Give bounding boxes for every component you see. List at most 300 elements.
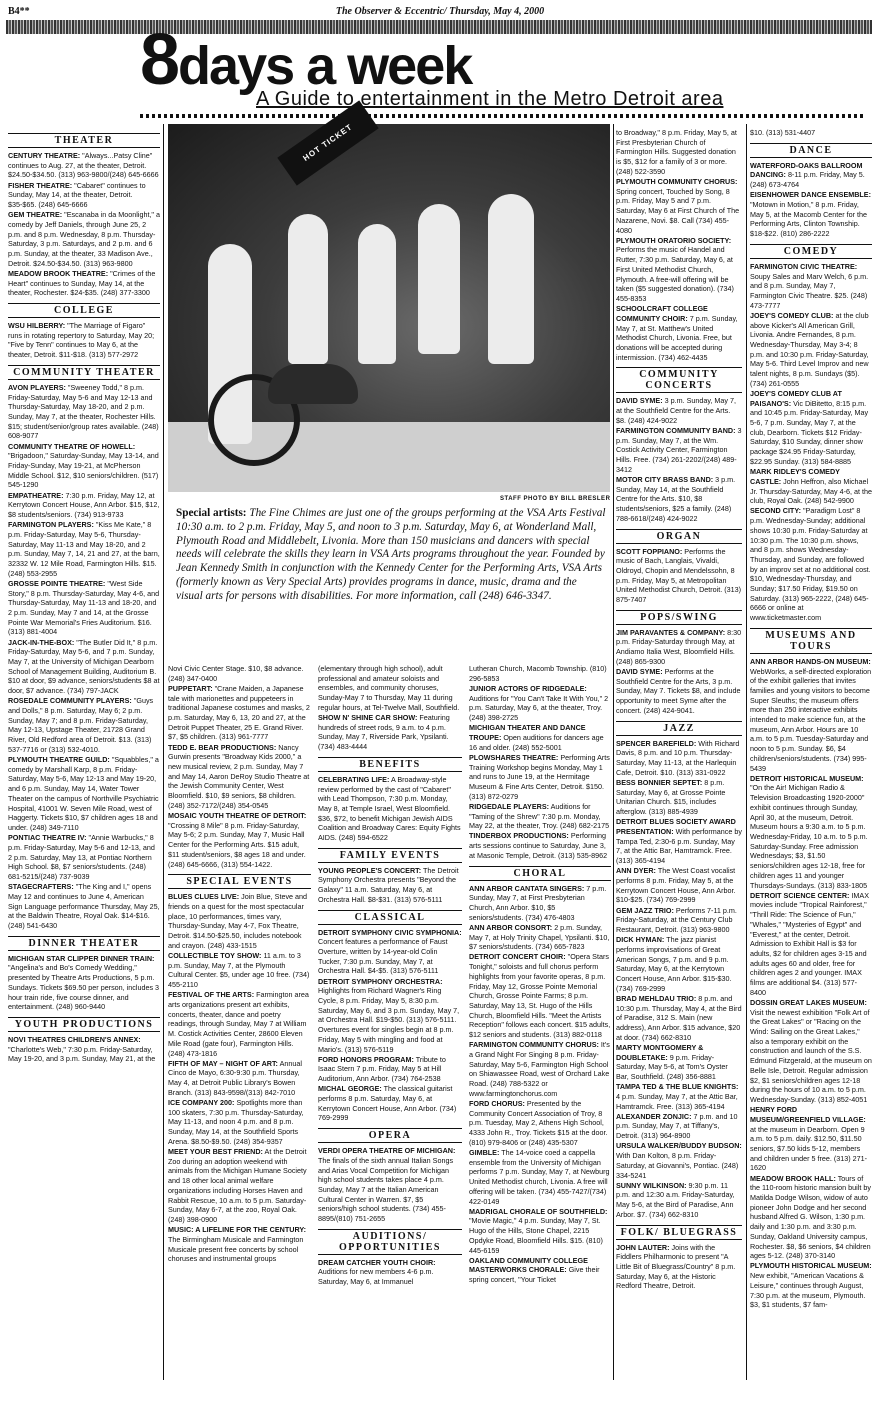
listing-text: Spring concert, Touched by Song, 8 p.m. Friday, May 5 and 7 p.m. Saturday, May 6 at First Church of The Nazarene, Novi. $8. Call (734) 455-4080 <box>616 186 740 235</box>
listing-text: With Richard Davis, 8 p.m. and 10 p.m. Thursday-Saturday, May 11-13, at the Harlequin Cafe, Detroit. $10. (313) 331-0922 <box>616 738 740 777</box>
listing-entry <box>616 1181 742 1220</box>
listing-entry <box>469 884 611 923</box>
listing-entry <box>750 998 872 1105</box>
photo-figure <box>488 194 534 364</box>
listing-entry <box>750 467 872 506</box>
listing-text: 8:30 p.m. Friday-Saturday through May, at Andiamo Italia West, Bloomfield Hills. (248) 865-9300 <box>616 627 742 666</box>
listing-text: 3 p.m. Sunday, May 7, at the Southfield Centre for the Arts. $8. (248) 424-9022 <box>616 396 736 425</box>
listing-text: "On the Air! Michigan Radio & Television Broadcasting 1920-2000" exhibit continues through Sunday, April 30, at the museum, Detroit. Museum hours a 9:30 a.m. to 5 p.m. Wednesday-Friday, 10 a.m. to 5 p.m. Saturday-Sunday. Free admission Wednesdays; $3, $1.50 seniors/children ages 12-18, free for children ages 11 and younger Thursdays-Sundays. (313) 833-1805 <box>750 783 868 890</box>
listing-name: ANN ARBOR CONSORT: <box>469 922 553 932</box>
listing-name: GROSSE POINTE THEATRE: <box>8 578 106 588</box>
listing-entry <box>469 831 611 860</box>
listing-name: TINDERBOX PRODUCTIONS: <box>469 831 569 841</box>
listing-entry <box>750 389 872 467</box>
listing-name: CELEBRATING LIFE: <box>318 774 390 784</box>
listing-entry <box>616 426 742 475</box>
listing-entry <box>616 667 742 716</box>
listing-name: STAGECRAFTERS: <box>8 882 74 892</box>
section-heading: FAMILY EVENTS <box>318 848 462 863</box>
listing-entry <box>469 952 611 1039</box>
listing-entry <box>616 396 742 425</box>
listing-entry <box>616 236 742 304</box>
listing-entry <box>616 1082 742 1111</box>
listing-text: Presented by the Community Concert Association of Troy, 8 p.m. Tuesday, May 2, Athens High School, 4333 John R., Troy. Tickets $15 at the door. (810) 979-8406 or (248) 435-5307 <box>469 1099 608 1147</box>
listing-text: 8 p.m. Saturday, May 6, at Grosse Pointe Unitarian Church. $15, includes afterglow. (313) 885-4939 <box>616 777 726 816</box>
listing-text: Give their spring concert, "Your Ticket <box>469 1265 600 1285</box>
listing-entry <box>616 906 742 935</box>
listing-name: ANN DYER: <box>616 866 656 876</box>
listing-text: "Escanaba in da Moonlight," a comedy by Jeff Daniels, through June 25, 2 p.m. and 8 p.m. Wednesday, 8 p.m. Thursday-Saturday, 3 p.m. Saturdays, and 2 p.m. and 6 p.m. Sunday, at the theater, 33 Madison Ave., Detroit. $24.50-$34.50. (313) 963-9800 <box>8 210 160 268</box>
listing-name: ANN ARBOR HANDS-ON MUSEUM: <box>750 656 871 666</box>
listing-entry <box>469 1099 611 1148</box>
listing-entry <box>168 684 311 742</box>
listing-text: Visit the newest exhibition "Folk Art of the Great Lakes" or "Racing on the Wind: Sailing on the Great Lakes," also a temporary exhibit on the construction and launch of the S.S. Edmund Fitzgerald, at the museum on Belle Isle, Detroit. Regular admission $2, $1 seniors/children ages 12-18 during the hours of 10 a.m. to 5 p.m. Wednesday-Sunday. (313) 852-4051 <box>750 1007 872 1104</box>
listing-entry <box>318 775 462 843</box>
listing-name: CENTURY THEATRE: <box>8 151 81 160</box>
listing-entry <box>168 1225 311 1264</box>
photo-credit: STAFF PHOTO BY BILL BRESLER <box>500 496 611 502</box>
listing-text: Auditions for "Taming of the Shrew" 7:30 p.m. Monday, May 22, at the theater, Troy. (248) 682-2175 <box>469 801 610 831</box>
listing-name: DETROIT SCIENCE CENTER: <box>750 890 850 900</box>
listing-entry <box>750 891 872 998</box>
photo-figure <box>358 224 396 364</box>
section-heading: THEATER <box>8 133 160 148</box>
listing-text: Concert features a performance of Faust Overture, written by 14-year-old Colin Tucker, 7:30 p.m. Sunday, May 7, at Orchestra Hall. $4-$5. (313) 576-5111 <box>318 937 448 976</box>
section-heading: SPECIAL EVENTS <box>168 874 311 889</box>
listing-entry <box>750 161 872 190</box>
listing-entry <box>469 1148 611 1206</box>
listing-text: Soupy Sales and Marv Welch, 6 p.m. and 8 p.m. Sunday, May 7, Farmington Civic Theatre. $25. (248) 473-7777 <box>750 271 869 310</box>
listing-text: Lutheran Church, Macomb Township. (810) 296-5853 <box>469 664 607 683</box>
listing-name: FARMINGTON PLAYERS: <box>8 520 94 530</box>
listing-entry <box>616 866 742 905</box>
section-heading: MUSEUMS AND TOURS <box>750 628 872 654</box>
listing-entry <box>469 802 611 831</box>
listing-text: at the club above Kicker's All American Grill, Livonia. Andre Fernandes, 8 p.m. Wednesday-Thursday, May 3-4; 8 p.m. and 10:30 p.m. Friday-Saturday, May 5-6. Third Level Improv and new talent nights, 8 p.m. Sundays ($5). (734) 261-0555 <box>750 310 869 388</box>
caption-text: The Fine Chimes are just one of the groups performing at the VSA Arts Festival 10:30 a.m. to 2 p.m. Friday, May 5, and noon to 3 p.m. Saturday, May 6, at Wonderland Mall, Plymouth Road and Middlebelt, Livonia. More than 150 musicians and dancers with special needs will celebrate the skills they learn in VSA Arts programs throughout the year. Founded by Jean Kennedy Smith in conjunction with the Kennedy Center for the Performing Arts, VSA Arts (formerly known as Very Special Arts) provides programs in dance, music, drama and the visual arts for persons with disabilities. For more information, call (248) 646-3347. <box>176 507 606 602</box>
listing-name: TAMPA TED & THE BLUE KNIGHTS: <box>616 1082 739 1092</box>
listing-name: PLYMOUTH COMMUNITY CHORUS: <box>616 177 738 187</box>
listing-name: AVON PLAYERS: <box>8 382 66 392</box>
listing-entry <box>616 547 742 605</box>
listing-name: FARMINGTON COMMUNITY BAND: <box>616 425 736 435</box>
listing-name: MARTY MONTGOMERY & DOUBLETAKE: <box>616 1042 704 1062</box>
listing-name: SCHOOLCRAFT COLLEGE COMMUNITY CHOIR: <box>616 304 708 323</box>
title-number: 8 <box>140 20 179 100</box>
listing-text: "Crimes of the Heart" continues to Sunday, May 14, at the theater, Rochester. $24-$35. (248) 377-3300 <box>8 268 156 298</box>
section-heading: POPS/SWING <box>616 610 742 625</box>
listing-entry <box>168 1147 311 1225</box>
listing-entry <box>469 1040 611 1098</box>
listing-text: "Angelina's and Bo's Comedy Wedding," presented by Theatre Arts Productions, 5 p.m. Sundays. Tickets $69.50 per person, includes 3 hour train ride, five course dinner, and entertainment. (248) 960-9440 <box>8 963 160 1012</box>
listing-text: Tours of the 110-room historic mansion built by Matilda Dodge Wilson, widow of auto pioneer John Dodge and her second husband Alfred G. Wilson, 1:30 p.m. daily and 1:30 p.m. and 3:30 p.m. Sunday, Oakland University campus, Rochester. $8, $6 seniors, $4 children ages 5-12. (248) 370-3140 <box>750 1173 871 1261</box>
listing-entry <box>469 664 611 683</box>
listing-name: ROSEDALE COMMUNITY PLAYERS: <box>8 696 132 706</box>
listing-name: FORD CHORUS: <box>469 1099 525 1109</box>
listing-name: VERDI OPERA THEATRE OF MICHIGAN: <box>318 1146 456 1156</box>
listing-name: MOSAIC YOUTH THEATRE OF DETROIT: <box>168 811 307 821</box>
listing-entry <box>469 753 611 802</box>
listing-entry <box>750 774 872 890</box>
listing-name: JUNIOR ACTORS OF RIDGEDALE: <box>469 683 587 693</box>
listing-name: PUPPETART: <box>168 683 213 693</box>
page-header <box>8 6 872 18</box>
listing-name: DICK HYMAN: <box>616 935 665 945</box>
page-number: B4** <box>8 6 30 17</box>
section-heading: BENEFITS <box>318 757 462 772</box>
listing-name: SHOW N' SHINE CAR SHOW: <box>318 713 418 723</box>
listing-name: DETROIT CONCERT CHOIR: <box>469 952 566 962</box>
title-words: days a week <box>178 36 472 96</box>
listing-text: The West Coast vocalist performs 8 p.m. Friday, May 5, at the Kerrytown Concert House, Ann Arbor. $10-$25. (734) 769-2999 <box>616 866 736 905</box>
listing-name: HENRY FORD MUSEUM/GREENFIELD VILLAGE: <box>750 1105 866 1124</box>
listing-text: "West Side Story," 8 p.m. Thursday-Saturday, May 4-6, and Thursday-Saturday, May 11-13 and 18-20, and 2 p.m. Sunday, May 7 and 14, at the Grosse Pointe War Memorial's Fries Auditorium. $16. (313) 881-4004 <box>8 578 160 637</box>
photo-figure <box>418 204 460 354</box>
listing-name: GEM THEATRE: <box>8 210 63 220</box>
listing-text: 8 p.m. and 10:30 p.m. Thursday, May 4, at the Bird of Paradise, 312 S. Main (new address), Ann Arbor. $15 advance, $20 at door. (734) 662-8310 <box>616 993 742 1042</box>
listing-text: Auditions for "You Can't Take It With You," 2 p.m. Saturday, May 6, at the theater, Troy. (248) 398-2725 <box>469 693 609 723</box>
listing-name: COLLECTIBLE TOY SHOW: <box>168 950 262 960</box>
listing-entry <box>616 739 742 778</box>
listing-entry <box>616 778 742 817</box>
listing-name: BRAD MEHLDAU TRIO: <box>616 993 697 1003</box>
column-rule <box>613 124 614 1380</box>
listing-text: "Sweeney Todd," 8 p.m. Friday-Saturday, May 5-6 and May 12-13 and Thursday-Saturday, May 18-20, and 2 p.m. Sunday, May 7, at the theater, Rochester Hills. $15; student/senior/group rates available. (248) 608-9077 <box>8 382 159 441</box>
listing-text: 9 p.m. Friday-Saturday, May 5-6, at Tom's Oyster Bar, Southfield. (248) 356-8881 <box>616 1052 728 1081</box>
column-5 <box>616 128 742 1378</box>
column-6 <box>750 128 872 1378</box>
listing-text: Vic DiBitetto, 8:15 p.m. and 10:45 p.m. Friday-Saturday, May 5-6, 7 p.m. Sunday, May 7, at the club, Dearborn. Tickets $12 Friday-Saturday, $10 Sunday, dinner show package $24.95 Friday-Saturday, $22.95 Sunday. (313) 584-8885 <box>750 398 869 466</box>
listing-entry <box>8 151 160 180</box>
listing-name: WSU HILBERRY: <box>8 321 66 331</box>
listing-name: ALEXANDER ZONJIC: <box>616 1111 692 1121</box>
listing-name: MEET YOUR BEST FRIEND: <box>168 1147 263 1157</box>
listing-entry <box>168 990 311 1058</box>
listing-name: FORD HONORS PROGRAM: <box>318 1054 414 1064</box>
listing-name: DAVID SYME: <box>616 667 663 677</box>
listing-entry <box>750 311 872 389</box>
listing-entry <box>8 269 160 298</box>
listing-entry <box>750 262 872 311</box>
listing-text: "Charlotte's Web," 7:30 p.m. Friday-Saturday, May 19-20, and 3 p.m. Sunday, May 21, at the <box>8 1044 156 1064</box>
section-heading: OPERA <box>318 1128 462 1143</box>
listing-name: EISENHOWER DANCE ENSEMBLE: <box>750 190 871 200</box>
listing-entry <box>168 811 311 869</box>
listing-entry <box>8 520 160 578</box>
listing-name: FESTIVAL OF THE ARTS: <box>168 990 255 1000</box>
listing-text: It's a Grand Night For Singing 8 p.m. Friday-Saturday, May 5-6, Farmington High School on Shiawassee Road, west of Orchard Lake Road. (248) 788-5322 or www.farmingtonchorus.com <box>469 1040 610 1098</box>
publication-line: The Observer & Eccentric/ Thursday, May 4, 2000 <box>335 6 545 17</box>
listing-entry <box>616 994 742 1043</box>
listing-name: JACK-IN-THE-BOX: <box>8 637 75 647</box>
section-heading: COMMUNITY THEATER <box>8 365 160 380</box>
dotted-rule <box>140 114 865 118</box>
listing-entry <box>8 321 160 360</box>
listing-name: BLUES CLUES LIVE: <box>168 892 240 902</box>
listing-name: BESS BONNIER SEPTET: <box>616 777 703 787</box>
listing-text: Performing Arts Training Workshop begins Monday, May 1 and runs to June 19, at the Hermitage Museum & Fine Arts Center, Detroit. $150. (313) 872-0279 <box>469 752 610 801</box>
listing-name: SCOTT FOPPIANO: <box>616 546 683 556</box>
listing-text: "Opera Stars Tonight," soloists and full chorus perform highlights from your favorite operas, 8 p.m. Friday, May 12, Grosse Pointe Memorial Church, Grosse Pointe Farms; 8 p.m. Saturday, May 13, St. Hugo of the Hills Church, Bloomfield Hills. "Meet the Artists Reception" follows each concert. $15 adults, $12 seniors and students. (313) 882-0118 <box>469 952 611 1040</box>
listing-text: to Broadway," 8 p.m. Friday, May 5, at First Presbyterian Church of Farmington Hills. Suggested donation is $5, $12 for a family of 3 or more. (248) 522-3590 <box>616 128 737 176</box>
listing-entry <box>8 210 160 268</box>
listing-name: YOUNG PEOPLE'S CONCERT: <box>318 865 422 875</box>
section-subtitle: A Guide to entertainment in the Metro Detroit area <box>256 88 724 110</box>
listing-entry <box>318 1258 462 1287</box>
listing-entry <box>616 817 742 866</box>
section-heading: CLASSICAL <box>318 910 462 925</box>
listing-entry <box>318 713 462 752</box>
listing-text: Performing arts sessions continue to Saturday, June 3, at Masonic Temple, Detroit. (313) 535-8962 <box>469 831 608 860</box>
listing-name: DETROIT HISTORICAL MUSEUM: <box>750 773 864 783</box>
listing-text: 3 p.m. Sunday, May 7, at the Wm. Costick Activity Center, Farmington Hills. Free. (734) 261-2202/(248) 489-3412 <box>616 425 742 474</box>
listing-text: Performs 7-11 p.m. Friday-Saturday, at the Century Club Restaurant, Detroit. (313) 963-9800 <box>616 905 737 934</box>
listing-entry <box>168 951 311 990</box>
listing-entry <box>469 923 611 952</box>
listing-entry <box>318 1055 462 1084</box>
column-rule <box>746 124 747 1380</box>
listing-name: URSULA WALKER/BUDDY BUDSON: <box>616 1141 742 1151</box>
listing-text: 4 p.m. Sunday, May 7, at the Attic Bar, Hamtramck. Free. (313) 365-4194 <box>616 1091 738 1111</box>
listing-text: A Broadway-style review performed by the cast of "Cabaret" with Lead Thompson, 7:30 p.m. Monday, May 8, at Temple Israel, West Bloomfield. $36, $72, to benefit Michigan Jewish AIDS Coalition and Broadway Cares: Equity Fights AIDS. (248) 594-6522 <box>318 774 461 843</box>
listing-text: Tribute to Isaac Stern 7 p.m. Friday, May 5 at Hill Auditorium, Ann Arbor. (734) 764-2538 <box>318 1054 446 1084</box>
listing-text: 8-11 p.m. Friday, May 5. (248) 673-4764 <box>750 170 865 190</box>
listing-name: JOHN LAUTER: <box>616 1242 670 1252</box>
listing-name: JOEY'S COMEDY CLUB AT PAISANO'S: <box>750 388 842 408</box>
listing-entry <box>750 128 872 138</box>
section-heading: ORGAN <box>616 529 742 544</box>
listing-text: Spotlights more than 100 skaters, 7:30 p.m. Thursday-Saturday, May 11-13, and noon 4 p.m. and 8 p.m. Sunday, May 14, at the Southfield Sports Arena. $8.50-$9.50. (248) 354-9357 <box>168 1098 304 1146</box>
listing-name: ANN ARBOR CANTATA SINGERS: <box>469 883 585 893</box>
listing-text: The Detroit Symphony Orchestra presents "Beyond the Galaxy" 11 a.m. Saturday, May 6, at Orchestra Hall. $8-$31. (313) 576-5111 <box>318 865 459 904</box>
listing-name: DAVID SYME: <box>616 396 663 406</box>
listing-text: Performs the music of Bach, Langlais, Vivaldi, Oldroyd, Chopin and Mendelssohn, 8 p.m. Friday, May 5, at Metropolitan United Methodist Church, Detroit. (313) 875-7407 <box>616 546 742 605</box>
photo-caption <box>176 507 606 604</box>
listing-text: "Guys and Dolls," 8 p.m. Saturday, May 6; 2 p.m. Sunday, May 7; and 8 p.m. Friday-Saturday, May 12-13, Upstage Theater, 21728 Grand River, Old Redford area of Detroit. $13. (313) 537-7716 or (313) 532-4010. <box>8 696 154 754</box>
listing-entry <box>318 866 462 905</box>
listing-name: MEADOW BROOK HALL: <box>750 1173 836 1183</box>
listing-entry <box>8 638 160 696</box>
listing-name: MICHAL GEORGE: <box>318 1084 382 1094</box>
listing-name: SECOND CITY: <box>750 506 801 516</box>
listing-entry <box>8 755 160 833</box>
listing-name: EMPATHEATRE: <box>8 490 64 500</box>
listing-entry <box>8 383 160 441</box>
listing-entry <box>750 1261 872 1310</box>
listing-text: 7 p.m. and 10 p.m. Sunday, May 7, at Tiffany's, Detroit. (313) 964-8900 <box>616 1111 738 1141</box>
listing-entry <box>8 442 160 491</box>
listing-name: GEM JAZZ TRIO: <box>616 905 674 915</box>
listing-text: Featuring hundreds of street rods, 9 a.m. to 4 p.m. Sunday, May 7, Riverside Park, Ypsilanti. (734) 483-4444 <box>318 713 450 752</box>
section-heading: COMEDY <box>750 244 872 259</box>
listing-entry <box>168 1059 311 1098</box>
column-rule <box>163 124 164 1380</box>
listing-text: Performs at the Southfield Centre for the Arts, 3 p.m. Sunday, May 7. Tickets $8, and include opportunity to meet Syme after the concert. (248) 424-9041. <box>616 667 741 715</box>
listing-text: Joins with the Fiddlers Philharmonic to present "A Little Bit of Bluegrass/Country" 8 p.m. Saturday, May 6, at the Historic Redford Theatre, Detroit. <box>616 1242 736 1291</box>
listing-name: FARMINGTON CIVIC THEATRE: <box>750 261 858 271</box>
listing-entry <box>616 475 742 524</box>
section-heading: JAZZ <box>616 721 742 736</box>
listing-entry <box>318 1146 462 1224</box>
listing-name: MICHIGAN THEATER AND DANCE TROUPE: <box>469 723 586 742</box>
listing-name: DREAM CATCHER YOUTH CHOIR: <box>318 1257 436 1267</box>
listing-entry <box>168 664 311 683</box>
listing-name: JOEY'S COMEDY CLUB: <box>750 310 834 320</box>
listing-entry <box>469 684 611 723</box>
listing-entry <box>469 1207 611 1256</box>
listing-text: 7:30 p.m. Friday, May 12, at Kerrytown Concert House, Ann Arbor. $15, $12, $8 students/seniors. (734) 913-9733 <box>8 490 160 519</box>
listing-entry <box>750 190 872 239</box>
listing-text: "Cabaret" continues to Sunday, May 14, at the theater, Detroit. $35-$65. (248) 645-6666 <box>8 180 146 210</box>
hot-ticket-badge: HOT TICKET <box>277 100 378 185</box>
listing-name: PLYMOUTH ORATORIO SOCIETY: <box>616 235 732 245</box>
section-heading: DINNER THEATER <box>8 936 160 951</box>
listing-name: COMMUNITY THEATRE OF HOWELL: <box>8 441 136 451</box>
listing-entry <box>469 1256 611 1285</box>
listing-name: MICHIGAN STAR CLIPPER DINNER TRAIN: <box>8 953 155 963</box>
listing-entry <box>616 128 742 177</box>
listing-entry <box>168 743 311 811</box>
listing-name: DETROIT SYMPHONY CIVIC SYMPHONIA: <box>318 927 462 937</box>
listing-entry <box>8 833 160 882</box>
listing-text: "Kiss Me Kate," 8 p.m. Friday-Saturday, May 5-6, Thursday-Saturday, May 11-13 and May 18-20, and 2 p.m. Sunday, May 7, 14, 21 and 27, at the barn, 32332 W. 12 Mile Road, Farmington Hills. $15. (248) 553-2955 <box>8 520 160 578</box>
listing-text: "The Butler Did It," 8 p.m. Friday-Saturday, May 5-6, and 7 p.m. Sunday, May 7, at the University of Michigan Dearborn School of Management Building, Auditorium B. $10 at door, $9 advance, seniors/students $8 at door, $7 advance. (734) 797-JACK <box>8 637 160 696</box>
listing-name: MARK RIDLEY'S COMEDY CASTLE: <box>750 467 840 486</box>
listing-text: "The King and I," opens May 12 and continues to June 4, American Sign Language performance Thursday, May 25, at the Baldwin Theatre, Royal Oak. $14-$16. (248) 541-6430 <box>8 882 160 931</box>
listing-text: "Crane Maiden, a Japanese tale with marionettes and puppeteers in traditional Japanese costumes and masks, 2 p.m. Saturday, May 6, 13, 20 and 27, at the Detroit Puppet Theater, 25 E. Grand River. $7, $5 children. (313) 961-7777 <box>168 683 310 742</box>
listing-text: With performance by Tampa Ted, 2:30-6 p.m. Sunday, May 7, at the Attic Bar, Hamtramck. Free. (313) 365-4194 <box>616 826 742 865</box>
listing-entry <box>616 1112 742 1141</box>
listing-text: "Motown in Motion," 8 p.m. Friday, May 5, at the Macomb Center for the Performing Arts, Clinton Township. $18-$22. (810) 286-2222 <box>750 200 868 239</box>
listing-text: The jazz pianist performs improvisations of Great American Songs, 7 p.m. and 9 p.m. Saturday, May 6, at the Kerrytown Concert House, Ann Arbor. $15-$30. (734) 769-2999 <box>616 935 732 993</box>
listing-text: The Birmingham Musicale and Farmington Musicale present free concerts by school choruses and instrumental groups <box>168 1234 304 1264</box>
listing-name: SPENCER BAREFIELD: <box>616 738 697 748</box>
listing-name: PONTIAC THEATRE IV: <box>8 833 87 843</box>
listing-text: "Annie Warbucks," 8 p.m. Friday-Saturday, May 5-6 and 12-13, and 2 p.m. Saturday, May 13, at Pontiac Northern High School. $8, $7 seniors/students. (248) 681-5215/(248) 737-9039 <box>8 833 155 882</box>
listing-name: PLYMOUTH THEATRE GUILD: <box>8 755 110 765</box>
listing-text: 7 p.m. Sunday, May 7, at First Presbyterian Church, Ann Arbor. $10, $5 seniors/students. (734) 476-4803 <box>469 883 607 922</box>
listing-entry <box>8 491 160 520</box>
listing-name: DOSSIN GREAT LAKES MUSEUM: <box>750 997 867 1007</box>
column-3 <box>318 664 462 1378</box>
feature-photo <box>168 124 610 492</box>
photo-figure <box>288 214 328 364</box>
listing-entry <box>616 628 742 667</box>
listing-name: DETROIT SYMPHONY ORCHESTRA: <box>318 976 443 986</box>
listing-text: The finals of the sixth annual Italian Songs and Arias Vocal Competition for Michigan high school students takes place 4 p.m. Sunday, May 7 at the Italian American Cultural Center in Warren. $7, $5 seniors/high school students. (734) 455-8895/(810) 751-2655 <box>318 1155 454 1224</box>
listing-entry <box>750 1105 872 1173</box>
listing-name: TEDD E. BEAR PRODUCTIONS: <box>168 742 277 752</box>
listing-text: "Brigadoon," Saturday-Sunday, May 13-14, and Friday-Sunday, May 19-21, at McPherson Middle School. $12, $10 seniors/children. (517) 545-1290 <box>8 451 159 490</box>
listing-text: Novi Civic Center Stage. $10, $8 advance. (248) 347-0400 <box>168 664 304 683</box>
listing-entry <box>750 657 872 773</box>
listing-text: John Heffron, also Michael Jr. Thursday-Saturday, May 4-6, at the club, Royal Oak. (248) 542-9900 <box>750 476 872 506</box>
listing-text: "Paradigm Lost" 8 p.m. Wednesday-Sunday; additional shows 10:30 p.m. Friday-Saturday at 10:30 p.m. The 10:30 p.m. shows, and 8 p.m. shows Wednesday-Thursday, and Sunday, are followed by an improv set at no additional cost. $10, Wednesday-Thursday, and Sunday; $17.50 Friday, $19.50 on Saturday. (313) 965-2222, (248) 645-6666 or online at www.ticketmaster.com <box>750 506 871 623</box>
listing-text: New exhibit, "American Vacations & Leisure," continues through August, 7:30 p.m. at the museum, Plymouth. $3, $1 students, $7 fam- <box>750 1271 866 1310</box>
column-1 <box>8 128 160 1378</box>
listing-text: 3 p.m. Sunday, May 14, at the Southfield Centre for the Arts. $10, $8 students/seniors, $25 a family. (248) 788-6618/(248) 424-9022 <box>616 475 736 523</box>
listing-text: 2 p.m. Sunday, May 7, at Holy Trinity Chapel, Ypsilanti. $10, $7 seniors/students. (734) 665-7823 <box>469 922 610 952</box>
listing-text: With Dan Kolton, 8 p.m. Friday-Saturday, at Giovanni's, Pontiac. (248) 334-5241 <box>616 1151 739 1180</box>
listing-name: MADRIGAL CHORALE OF SOUTHFIELD: <box>469 1206 608 1216</box>
listing-name: PLOWSHARES THEATRE: <box>469 752 559 762</box>
listing-name: PLYMOUTH HISTORICAL MUSEUM: <box>750 1261 872 1271</box>
listing-text: At the Detroit Zoo during an adoption weekend with animals from the Michigan Humane Society and 18 other local animal welfare organizations including Horses Haven and Rabbit Rescue, 10 a.m. to 5 p.m. Saturday-Sunday, May 6-7, at the zoo, Royal Oak. (248) 398-0900 <box>168 1147 307 1224</box>
listing-text: "The Marriage of Figaro" runs in rotating repertory to Saturday, May 20; "Five by Tenn" continues to May 6, at the theater, Detroit. $11-$18. (313) 577-2972 <box>8 321 155 360</box>
listing-entry <box>616 304 742 362</box>
listing-name: GIMBLE: <box>469 1148 500 1158</box>
listing-name: FARMINGTON COMMUNITY CHORUS: <box>469 1040 599 1050</box>
listing-entry <box>318 977 462 1055</box>
listing-text: Annual Cinco de Mayo, 6:30-9:30 p.m. Thursday, May 4, at Detroit Public Library's Bowen Branch. (313) 843-9598/(313) 842-7010 <box>168 1058 302 1097</box>
listing-text: Auditions for new members 4-6 p.m. Saturday, May 6, at Immanuel <box>318 1267 434 1287</box>
listing-name: SUNNY WILKINSON: <box>616 1180 687 1190</box>
listing-text: at the museum in Dearborn. Open 9 a.m. to 5 p.m. daily. $12.50, $11.50 seniors, $7.50 kids 5-12, members and children under 5 free. (313) 271-1620 <box>750 1124 868 1173</box>
listing-entry <box>616 1141 742 1180</box>
listing-entry <box>318 1084 462 1123</box>
listing-name: OAKLAND COMMUNITY COLLEGE MASTERWORKS CHORALE: <box>469 1255 588 1275</box>
listing-name: MEADOW BROOK THEATRE: <box>8 268 109 278</box>
listing-name: ICE COMPANY 200: <box>168 1098 235 1108</box>
section-heading: AUDITIONS/ OPPORTUNITIES <box>318 1229 462 1255</box>
listing-name: MOTOR CITY BRASS BAND: <box>616 475 714 484</box>
section-heading: DANCE <box>750 143 872 158</box>
listing-text: Join Blue, Steve and friends on a quest for the most spectacular place, 10 performances, times vary, Thursday-Sunday, May 4-7, Fox Theatre, Detroit. $14.50-$25.50, includes notebook and crayon. (248) 433-1515 <box>168 892 308 950</box>
photo-table <box>268 364 358 404</box>
listing-entry <box>168 892 311 950</box>
section-heading: YOUTH PRODUCTIONS <box>8 1017 160 1032</box>
listing-text: Farmington area arts organizations present art exhibits, concerts, theater, dance and poetry readings, through Sunday, May 7 at William M. Costick Activities Center, 28600 Eleven Mile Road (gate four), Farmington Hills. (248) 473-1816 <box>168 990 309 1058</box>
listing-text: The 14-voice coed a cappella ensemble from the University of Michigan performs 7 p.m. Sunday, May 7, at Newburg United Methodist church, Livonia. A free will offering will be taken. (734) 455-7427/(734) 422-0149 <box>469 1148 610 1206</box>
section-heading: CHORAL <box>469 866 611 881</box>
listing-text: (elementary through high school), adult professional and amateur soloists and ensembles, and community choruses, Sunday-May 7 to Thursday, May 11 during regular hours, at Tel-Twelve Mall, Southfield. <box>318 664 460 712</box>
listing-entry <box>616 935 742 993</box>
listing-entry <box>8 954 160 1012</box>
listing-name: WATERFORD-OAKS BALLROOM DANCING: <box>750 160 863 180</box>
listing-entry <box>750 1174 872 1261</box>
listing-text: Open auditions for dancers age 16 and older. (248) 552-5001 <box>469 732 604 752</box>
listing-entry <box>8 181 160 210</box>
listing-entry <box>8 579 160 637</box>
listing-text: Highlights from Richard Wagner's Ring Cycle, 8 p.m. Friday, May 5, 8:30 p.m. Saturday, May 6, and 3 p.m. Sunday, May 7, at Orchestra Hall. $19-$50. (313) 576-5111. Overtures event for singles begin at 8 p.m. Friday, May 5 with mingling and food at Mario's. (313) 576-5119 <box>318 986 460 1054</box>
listing-name: NOVI THEATRES CHILDREN'S ANNEX: <box>8 1034 141 1044</box>
listing-text: WebWorks, a self-directed exploration of the exhibit galleries that invites families and young visitors to become Super Sleuths; the museum offers more than 250 interactive exhibits intended to make science fun, at the museum, Ann Arbor. Hours are 10 a.m. to 5 p.m. Tuesday-Saturday and noon to 5 p.m. Sunday. $6, $4 children/seniors/students. (734) 995-5439 <box>750 666 872 773</box>
column-4 <box>469 664 611 1378</box>
listing-text: IMAX movies include "Tropical Rainforest," "Thrill Ride: The Science of Fun," "Whales," "Mysteries of Egypt" and "Everest," at the center, Detroit. Admission to Exhibit Hall is $3 for adults, $2 for children ages 3-15 and adults ages 60 and older, free for children ages 2 and younger. IMAX films are additional $4. (313) 577-8400 <box>750 890 870 997</box>
listing-entry <box>8 1035 160 1064</box>
listing-name: MUSIC: A LIFELINE FOR THE CENTURY: <box>168 1225 307 1235</box>
listing-entry <box>318 664 462 713</box>
listing-entry <box>616 177 742 235</box>
listing-text: "Always...Patsy Cline" continues to Aug. 27, at the theater, Detroit. $24.50-$34.50. (313) 963-9800/(248) 645-6666 <box>8 151 159 180</box>
section-title <box>140 20 472 100</box>
caption-lead: Special artists: <box>176 507 247 519</box>
listing-text: The classical guitarist performs 8 p.m. Saturday, May 6, at Kerrytown Concert House, Ann Arbor. (734) 769-2999 <box>318 1084 457 1123</box>
listing-text: Nancy Gurwin presents "Broadway Kids 2000," a new musical review, 2 p.m. Sunday, May 7 and May 14, Aaron DeRoy Studio Theatre at the Jewish Community Center, West Bloomfield. $10, $9 seniors, $8 children. (248) 352-7172/(248) 354-0545 <box>168 742 310 810</box>
listing-entry <box>318 928 462 977</box>
listing-text: $10. (313) 531-4407 <box>750 128 816 137</box>
listing-entry <box>8 696 160 754</box>
listing-text: "Crossing 8 Mile" 8 p.m. Friday-Saturday, May 5-6; 2 p.m. Sunday, May 7, Music Hall Center for the Performing Arts. $15 adult, $11 student/seniors, $8 ages 18 and under. (248) 645-6666, (313) 554-1422. <box>168 820 306 869</box>
listing-name: FIFTH OF MAY – NIGHT OF ART: <box>168 1058 278 1068</box>
listing-text: 9:30 p.m. 11 p.m. and 12:30 a.m. Friday-Saturday, May 5-6, at the Bird of Paradise, Ann Arbor. $7. (734) 662-8310 <box>616 1180 735 1219</box>
section-heading: COMMUNITY CONCERTS <box>616 367 742 393</box>
listing-entry <box>8 882 160 931</box>
listing-name: RIDGEDALE PLAYERS: <box>469 801 550 811</box>
listing-name: DETROIT BLUES SOCIETY AWARD PRESENTATION: <box>616 817 736 836</box>
listing-text: 7 p.m. Sunday, May 7, at St. Matthew's United Methodist Church, Livonia. Free, but donations will be accepted during intermission. (734) 462-4435 <box>616 313 738 362</box>
listing-text: Performs the music of Handel and Rutter, 7:30 p.m. Saturday, May 6, at First United Methodist Church, Plymouth. A free-will offering will be taken ($5 suggested donation). (734) 455-8353 <box>616 245 734 303</box>
